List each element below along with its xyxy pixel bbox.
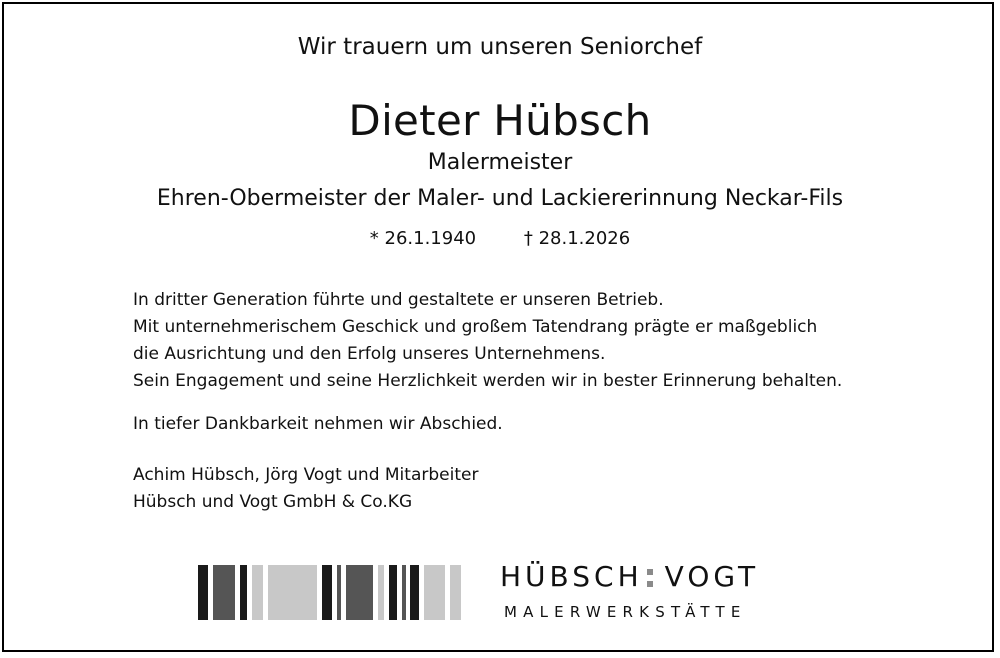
logo-subtitle: MALERWERKSTÄTTE (504, 603, 747, 621)
signature-company: Hübsch und Vogt GmbH & Co.KG (133, 492, 413, 512)
logo-name-left: HÜBSCH (500, 560, 643, 593)
logo-bar (213, 565, 235, 620)
birth-date: * 26.1.1940 (369, 228, 477, 249)
profession-title: Malermeister (427, 150, 573, 175)
logo-bar (346, 565, 373, 620)
signature-block (133, 462, 893, 516)
deceased-name: Dieter Hübsch (348, 96, 652, 145)
farewell-line (133, 411, 893, 438)
tribute-line: die Ausrichtung und den Erfolg unseres Unternehmens. (133, 344, 606, 364)
logo-name-right: VOGT (664, 560, 760, 593)
logo-bar (252, 565, 263, 620)
logo-bar (322, 565, 332, 620)
logo-bar (450, 565, 461, 620)
logo-bar (268, 565, 317, 620)
logo-colon-icon (647, 567, 653, 589)
logo-bar (402, 565, 406, 620)
honorary-title: Ehren-Obermeister der Maler- und Lackiererinnung Neckar-Fils (156, 186, 844, 211)
tribute-line: Mit unternehmerischem Geschick und großem Tatendrang prägte er maßgeblich (133, 317, 818, 337)
farewell-text: In tiefer Dankbarkeit nehmen wir Abschied. (133, 414, 503, 434)
logo-bar (240, 565, 247, 620)
intro-line: Wir trauern um unseren Seniorchef (297, 34, 703, 60)
logo-bar (198, 565, 208, 620)
logo-bar (424, 565, 445, 620)
signature-names: Achim Hübsch, Jörg Vogt und Mitarbeiter (133, 465, 479, 485)
tribute-line: Sein Engagement und seine Herzlichkeit werden wir in bester Erinnerung behalten. (133, 371, 843, 391)
life-dates (0, 228, 1000, 249)
logo-bar (378, 565, 384, 620)
tribute-line: In dritter Generation führte und gestaltete er unseren Betrieb. (133, 290, 664, 310)
logo-bar (410, 565, 419, 620)
tribute-paragraph (133, 287, 893, 395)
logo-bar (337, 565, 341, 620)
logo-bar (389, 565, 397, 620)
logo-wordmark (500, 560, 759, 593)
death-date: † 28.1.2026 (523, 228, 631, 249)
